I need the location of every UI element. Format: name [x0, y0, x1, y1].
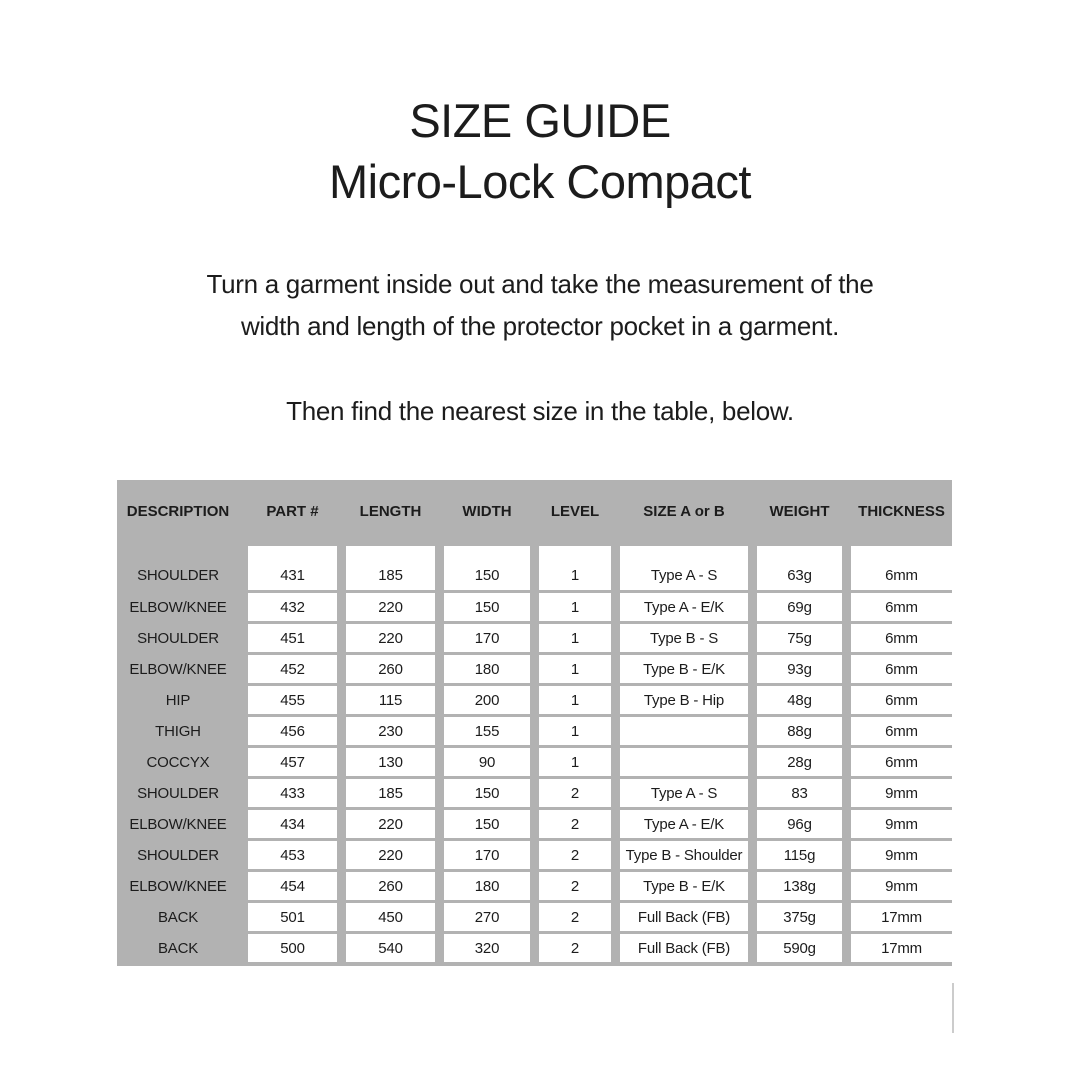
table-cell-size: Type B - E/K — [620, 655, 748, 683]
table-cell-length: 220 — [346, 624, 435, 652]
table-cell-thickness: 17mm — [851, 934, 952, 962]
table-cell-part: 501 — [248, 903, 337, 931]
table-cell-length: 450 — [346, 903, 435, 931]
table-cell-weight: 88g — [757, 717, 842, 745]
table-cell-length: 540 — [346, 934, 435, 962]
table-cell-level: 2 — [539, 903, 611, 931]
table-cell-thickness: 17mm — [851, 903, 952, 931]
column-header-level: LEVEL — [550, 503, 600, 520]
table-cell-part: 434 — [248, 810, 337, 838]
row-description: HIP — [165, 691, 191, 709]
title-line-2: Micro-Lock Compact — [329, 155, 751, 208]
table-cell-thickness: 6mm — [851, 748, 952, 776]
table-cell-level: 2 — [539, 934, 611, 962]
table-cell-weight: 138g — [757, 872, 842, 900]
table-cell-level: 1 — [539, 717, 611, 745]
table-cell-part: 454 — [248, 872, 337, 900]
table-cell-size: Type B - S — [620, 624, 748, 652]
row-description: THIGH — [155, 722, 201, 740]
column-header-weight: WEIGHT — [769, 503, 830, 520]
row-description: SHOULDER — [137, 784, 219, 802]
table-cell-width: 90 — [444, 748, 530, 776]
table-cell-weight: 28g — [757, 748, 842, 776]
table-cell-width: 200 — [444, 686, 530, 714]
table-cell-size: Type A - E/K — [620, 593, 748, 621]
column-header-description: DESCRIPTION — [126, 503, 230, 520]
table-cell-size: Full Back (FB) — [620, 934, 748, 962]
table-cell-part: 451 — [248, 624, 337, 652]
column-header-width: WIDTH — [462, 503, 512, 520]
table-cell-width: 155 — [444, 717, 530, 745]
table-cell-length: 230 — [346, 717, 435, 745]
table-cell-length: 260 — [346, 655, 435, 683]
table-cell-size — [620, 748, 748, 776]
table-cell-weight: 96g — [757, 810, 842, 838]
table-cell-thickness: 9mm — [851, 810, 952, 838]
table-cell-thickness: 6mm — [851, 593, 952, 621]
row-description: ELBOW/KNEE — [129, 815, 227, 833]
table-cell-part: 457 — [248, 748, 337, 776]
table-cell-level: 1 — [539, 624, 611, 652]
table-cell-weight: 115g — [757, 841, 842, 869]
table-cell-level: 2 — [539, 872, 611, 900]
table-cell-part: 433 — [248, 779, 337, 807]
row-description: BACK — [157, 939, 199, 957]
row-description: ELBOW/KNEE — [129, 660, 227, 678]
table-cell-thickness: 6mm — [851, 655, 952, 683]
instruction-paragraph-2 — [0, 390, 1080, 432]
table-cell-weight: 48g — [757, 686, 842, 714]
size-table — [117, 480, 952, 966]
table-cell-width: 150 — [444, 546, 530, 590]
table-cell-level: 1 — [539, 686, 611, 714]
title-line-1: SIZE GUIDE — [409, 94, 671, 147]
table-cell-level: 1 — [539, 748, 611, 776]
table-cell-size: Full Back (FB) — [620, 903, 748, 931]
table-cell-part: 431 — [248, 546, 337, 590]
column-header-thickness: THICKNESS — [858, 503, 945, 520]
table-cell-size — [620, 717, 748, 745]
table-cell-width: 170 — [444, 841, 530, 869]
table-cell-width: 180 — [444, 655, 530, 683]
row-description: SHOULDER — [137, 567, 219, 584]
table-cell-weight: 75g — [757, 624, 842, 652]
table-cell-part: 456 — [248, 717, 337, 745]
table-cell-size: Type B - Shoulder — [620, 841, 748, 869]
table-cell-size: Type B - E/K — [620, 872, 748, 900]
table-cell-length: 185 — [346, 779, 435, 807]
row-description: ELBOW/KNEE — [129, 598, 227, 616]
table-cell-weight: 69g — [757, 593, 842, 621]
table-cell-width: 150 — [444, 779, 530, 807]
table-cell-weight: 63g — [757, 546, 842, 590]
table-cell-weight: 590g — [757, 934, 842, 962]
row-description: SHOULDER — [137, 629, 219, 647]
table-cell-level: 1 — [539, 655, 611, 683]
table-cell-thickness: 6mm — [851, 624, 952, 652]
table-cell-width: 320 — [444, 934, 530, 962]
table-cell-length: 220 — [346, 841, 435, 869]
page-title — [0, 90, 1080, 212]
table-cell-thickness: 6mm — [851, 686, 952, 714]
table-cell-length: 220 — [346, 810, 435, 838]
table-cell-level: 2 — [539, 841, 611, 869]
table-cell-level: 1 — [539, 546, 611, 590]
table-cell-thickness: 6mm — [851, 717, 952, 745]
table-cell-thickness: 9mm — [851, 872, 952, 900]
table-cell-width: 150 — [444, 593, 530, 621]
table-cell-width: 150 — [444, 810, 530, 838]
instruction-line-3: Then find the nearest size in the table, below. — [286, 396, 794, 426]
table-cell-level: 1 — [539, 593, 611, 621]
table-cell-level: 2 — [539, 779, 611, 807]
table-cell-length: 130 — [346, 748, 435, 776]
table-cell-part: 500 — [248, 934, 337, 962]
row-description: BACK — [157, 908, 199, 926]
row-description: COCCYX — [146, 753, 210, 771]
table-cell-length: 220 — [346, 593, 435, 621]
column-header-size-a-or-b: SIZE A or B — [643, 503, 725, 520]
table-cell-length: 185 — [346, 546, 435, 590]
instruction-paragraph-1 — [0, 263, 1080, 347]
table-cell-thickness: 9mm — [851, 779, 952, 807]
table-cell-weight: 83 — [757, 779, 842, 807]
table-cell-part: 453 — [248, 841, 337, 869]
table-cell-size: Type B - Hip — [620, 686, 748, 714]
table-cell-thickness: 9mm — [851, 841, 952, 869]
row-description: SHOULDER — [137, 846, 219, 864]
table-cell-part: 455 — [248, 686, 337, 714]
table-cell-weight: 93g — [757, 655, 842, 683]
table-cell-width: 270 — [444, 903, 530, 931]
right-edge-divider — [952, 983, 954, 1033]
table-cell-level: 2 — [539, 810, 611, 838]
instruction-line-1: Turn a garment inside out and take the measurement of the — [206, 269, 874, 299]
table-cell-length: 115 — [346, 686, 435, 714]
instruction-line-2: width and length of the protector pocket in a garment. — [240, 311, 840, 341]
table-cell-size: Type A - S — [620, 779, 748, 807]
table-cell-width: 170 — [444, 624, 530, 652]
table-cell-size: Type A - S — [620, 546, 748, 590]
table-cell-weight: 375g — [757, 903, 842, 931]
column-header-length: LENGTH — [359, 503, 422, 520]
column-header-part: PART # — [266, 503, 319, 520]
table-cell-length: 260 — [346, 872, 435, 900]
table-cell-part: 432 — [248, 593, 337, 621]
table-cell-width: 180 — [444, 872, 530, 900]
row-description: ELBOW/KNEE — [129, 877, 227, 895]
table-cell-part: 452 — [248, 655, 337, 683]
table-cell-size: Type A - E/K — [620, 810, 748, 838]
table-cell-thickness: 6mm — [851, 546, 952, 590]
